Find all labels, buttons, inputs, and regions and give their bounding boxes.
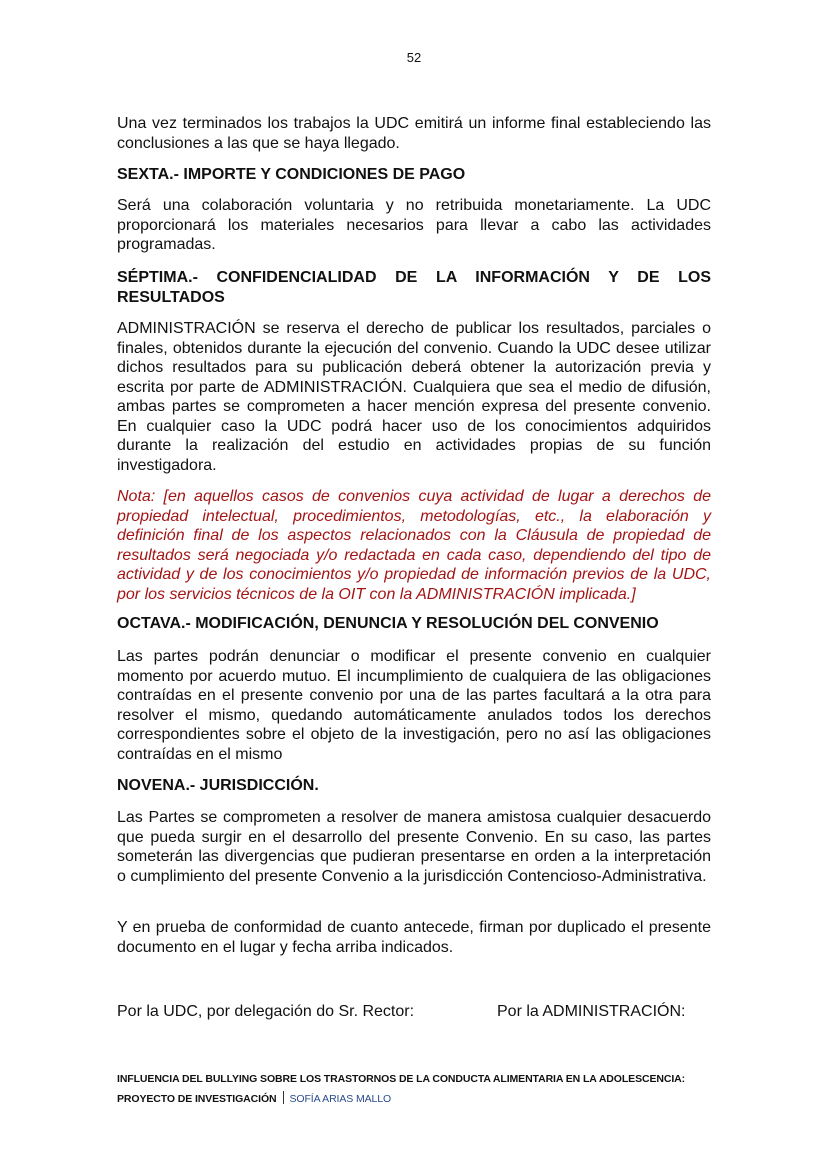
signature-udc: Por la UDC, por delegación do Sr. Rector: <box>117 1003 415 1020</box>
paragraph-jurisdiction: Las Partes se comprometen a resolver de manera amistosa cualquier desacuerdo que pueda surgir en el desarrollo del presente Convenio. En su caso, las partes someterán las divergencias que pudieran presentarse en orden a la interpretación o cumplimiento del presente Convenio a la jurisdicción Contencioso-Administrativa. <box>117 809 711 885</box>
paragraph-final-report: Una vez terminados los trabajos la UDC emitirá un informe final estableciendo las conclusiones a las que se haya llegado. <box>117 115 711 152</box>
paragraph-payment: Será una colaboración voluntaria y no retribuida monetariamente. La UDC proporcionará los materiales necesarios para llevar a cabo las actividades programadas. <box>117 197 711 253</box>
heading-sexta: SEXTA.- IMPORTE Y CONDICIONES DE PAGO <box>117 166 466 183</box>
paragraph-confidentiality: ADMINISTRACIÓN se reserva el derecho de publicar los resultados, parciales o finales, obtenidos durante la ejecución del convenio. Cuando la UDC desee utilizar dichos resultados para su publicación deberá obtener la autorización previa y escrita por parte de ADMINISTRACIÓN. Cualquiera que sea el medio de difusión, ambas partes se comprometen a hacer mención expresa del presente convenio. En cualquier caso la UDC podrá hacer uso de los conocimientos adquiridos durante la realización del estudio en actividades propias de su función investigadora. <box>117 320 711 474</box>
footer-title: INFLUENCIA DEL BULLYING SOBRE LOS TRASTORNOS DE LA CONDUCTA ALIMENTARIA EN LA ADOLESCENCIA: <box>117 1073 686 1085</box>
note-paragraph: Nota: [en aquellos casos de convenios cuya actividad de lugar a derechos de propiedad intelectual, procedimientos, metodologías, etc., la elaboración y definición final de los aspectos relacionados con la Cláusula de propiedad de resultados será negociada y/o redactada en cada caso, dependiendo del tipo de actividad y de los conocimientos y/o propiedad de información previos de la UDC, por los servicios técnicos de la OIT con la ADMINISTRACIÓN implicada.] <box>117 488 711 603</box>
paragraph-closing: Y en prueba de conformidad de cuanto antecede, firman por duplicado el presente documento en el lugar y fecha arriba indicados. <box>117 919 711 956</box>
page-number: 52 <box>406 50 422 65</box>
footer-author: SOFÍA ARIAS MALLO <box>289 1093 392 1105</box>
footer-subtitle <box>117 1091 391 1105</box>
footer-divider <box>283 1091 284 1104</box>
heading-septima: SÉPTIMA.- CONFIDENCIALIDAD DE LA INFORMACIÓN Y DE LOS RESULTADOS <box>117 269 711 306</box>
heading-novena: NOVENA.- JURISDICCIÓN. <box>117 777 319 794</box>
heading-octava: OCTAVA.- MODIFICACIÓN, DENUNCIA Y RESOLUCIÓN DEL CONVENIO <box>117 615 659 632</box>
signature-administracion: Por la ADMINISTRACIÓN: <box>497 1003 686 1020</box>
footer-project: PROYECTO DE INVESTIGACIÓN <box>117 1093 277 1105</box>
paragraph-modification: Las partes podrán denunciar o modificar el presente convenio en cualquier momento por acuerdo mutuo. El incumplimiento de cualquiera de las obligaciones contraídas en el presente convenio por una de las partes facultará a la otra para resolver el mismo, quedando automáticamente anulados todos los derechos correspondientes sobre el objeto de la investigación, pero no así las obligaciones contraídas en el mismo <box>117 648 711 763</box>
